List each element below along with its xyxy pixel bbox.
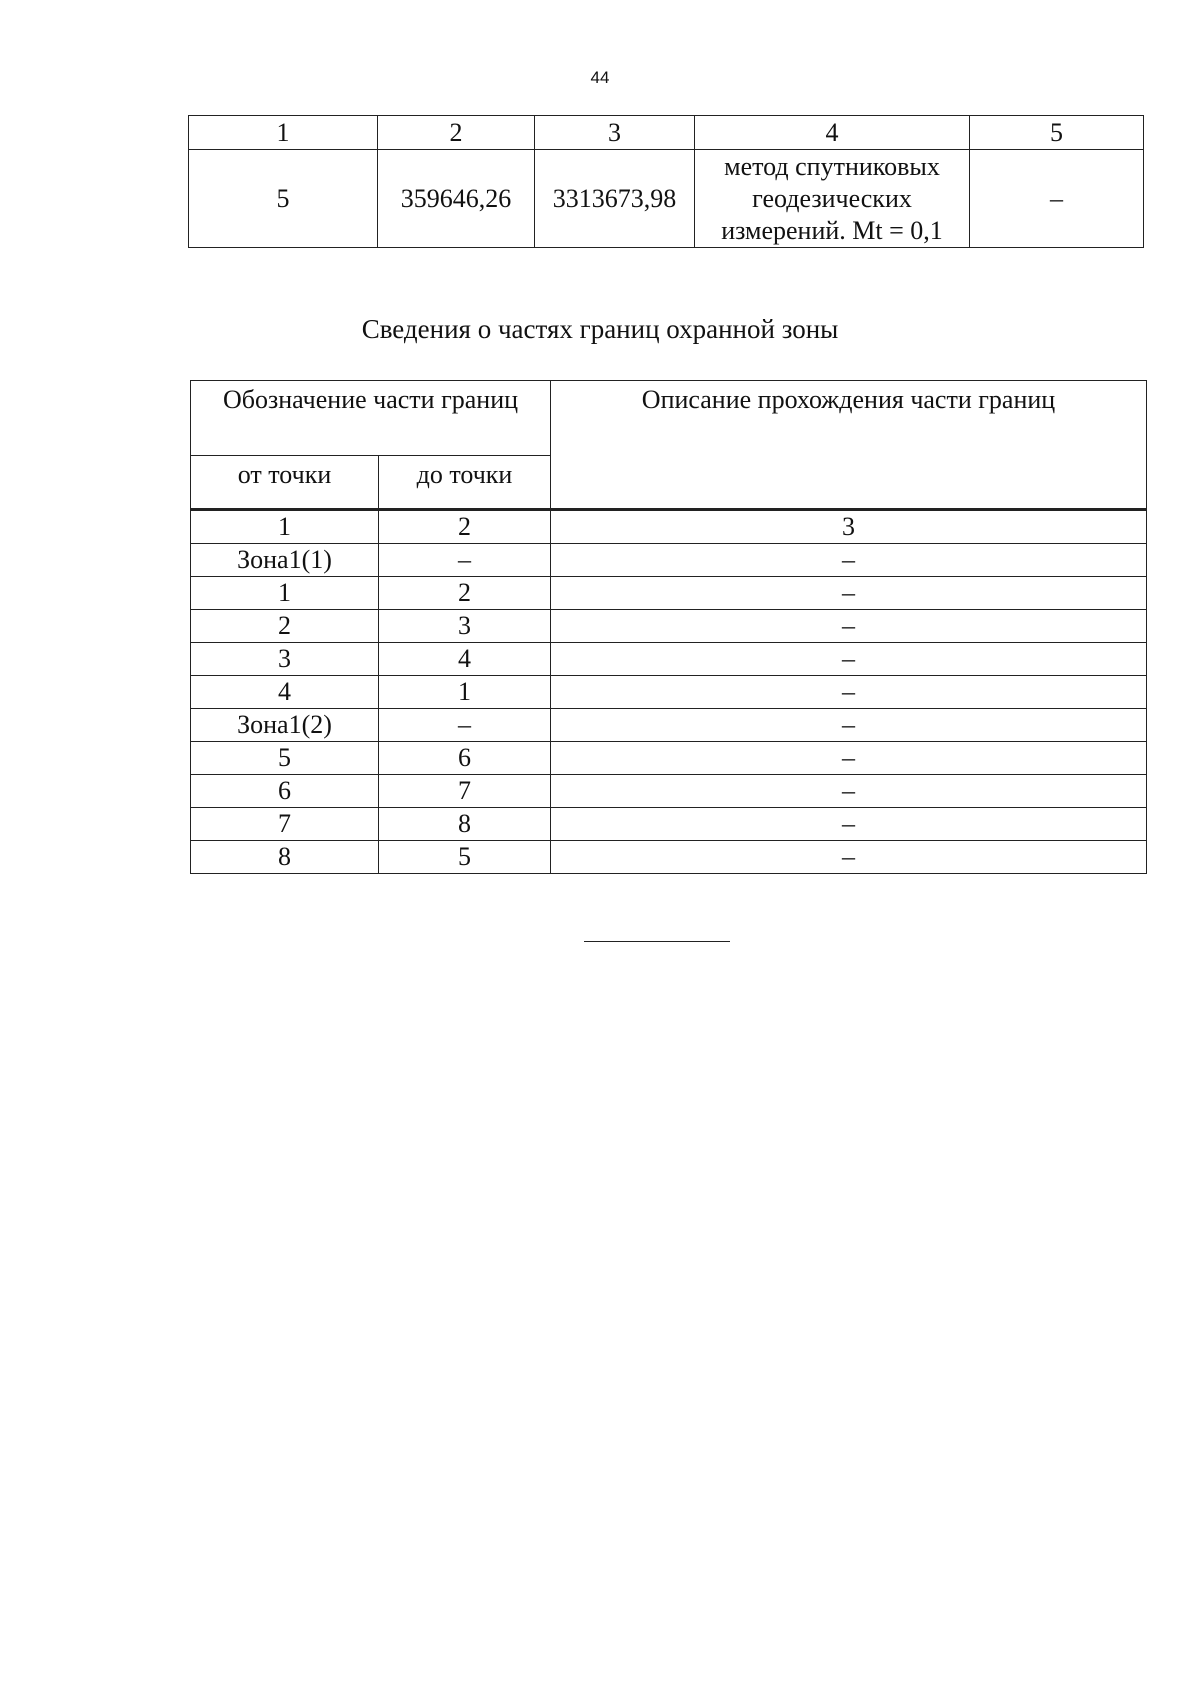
column-number: 3: [551, 510, 1147, 544]
description-cell: –: [551, 643, 1147, 676]
from-point-cell: 5: [191, 742, 379, 775]
table-row: [191, 544, 1147, 577]
from-point-cell: 1: [191, 577, 379, 610]
description-cell: –: [551, 544, 1147, 577]
from-point-cell: 3: [191, 643, 379, 676]
table-row: [191, 775, 1147, 808]
to-point-cell: 1: [379, 676, 551, 709]
point-number-cell: 5: [189, 150, 378, 248]
from-point-cell: 4: [191, 676, 379, 709]
note-cell: –: [970, 150, 1144, 248]
coordinates-col-1-header: 1: [189, 116, 378, 150]
to-point-cell: 7: [379, 775, 551, 808]
method-line: метод спутниковых: [724, 151, 940, 181]
to-point-cell: 2: [379, 577, 551, 610]
coordinates-col-4-header: 4: [695, 116, 970, 150]
table-row: [191, 676, 1147, 709]
coordinates-table-header-row: [189, 116, 1144, 150]
method-cell: [695, 150, 970, 248]
boundary-table-header-row: [191, 381, 1147, 456]
table-row: [191, 577, 1147, 610]
description-cell: –: [551, 808, 1147, 841]
from-point-cell: 8: [191, 841, 379, 874]
to-point-cell: –: [379, 709, 551, 742]
designation-header: Обозначение части границ: [191, 381, 551, 456]
to-point-cell: 5: [379, 841, 551, 874]
from-point-cell: Зона1(1): [191, 544, 379, 577]
from-point-cell: 2: [191, 610, 379, 643]
description-cell: –: [551, 841, 1147, 874]
description-cell: –: [551, 775, 1147, 808]
section-title: Сведения о частях границ охранной зоны: [361, 314, 839, 344]
table-row: [191, 610, 1147, 643]
coordinates-col-3-header: 3: [535, 116, 695, 150]
to-point-cell: 8: [379, 808, 551, 841]
column-numbers-row: [191, 510, 1147, 544]
to-point-cell: 4: [379, 643, 551, 676]
coordinates-col-2-header: 2: [378, 116, 535, 150]
method-line: геодезических: [752, 183, 912, 213]
y-coordinate-cell: 3313673,98: [535, 150, 695, 248]
boundary-parts-table: [190, 380, 1147, 874]
description-cell: –: [551, 676, 1147, 709]
method-line: измерений. Mt = 0,1: [721, 215, 943, 245]
table-row: [191, 742, 1147, 775]
coordinates-col-5-header: 5: [970, 116, 1144, 150]
coordinates-table: [188, 115, 1144, 248]
x-coordinate-cell: 359646,26: [378, 150, 535, 248]
table-row: [191, 709, 1147, 742]
end-of-section-rule: [584, 941, 730, 942]
to-point-header: до точки: [379, 456, 551, 510]
description-cell: –: [551, 742, 1147, 775]
table-row: [191, 643, 1147, 676]
to-point-cell: 6: [379, 742, 551, 775]
description-header: Описание прохождения части границ: [551, 381, 1147, 510]
from-point-cell: 7: [191, 808, 379, 841]
description-cell: –: [551, 610, 1147, 643]
page-number: 44: [590, 68, 610, 87]
from-point-cell: 6: [191, 775, 379, 808]
table-row: [191, 841, 1147, 874]
description-cell: –: [551, 709, 1147, 742]
to-point-cell: 3: [379, 610, 551, 643]
table-row: [189, 150, 1144, 248]
description-cell: –: [551, 577, 1147, 610]
from-point-header: от точки: [191, 456, 379, 510]
to-point-cell: –: [379, 544, 551, 577]
column-number: 1: [191, 510, 379, 544]
from-point-cell: Зона1(2): [191, 709, 379, 742]
column-number: 2: [379, 510, 551, 544]
table-row: [191, 808, 1147, 841]
